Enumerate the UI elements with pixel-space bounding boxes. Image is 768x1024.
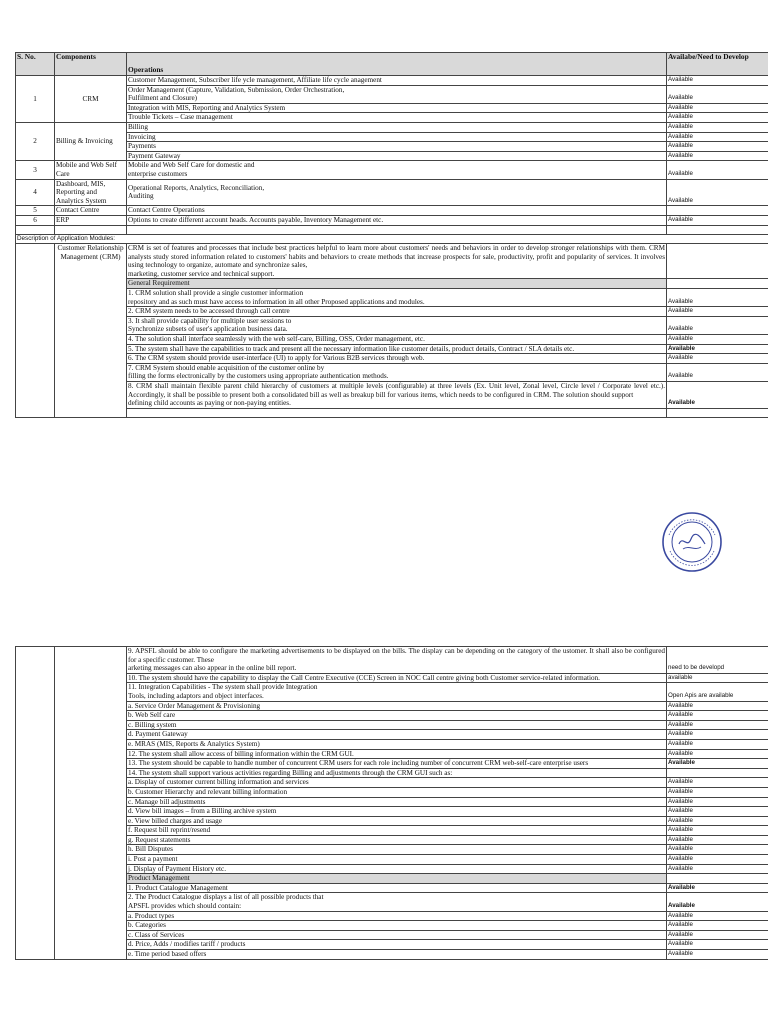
table-row [16,826,768,836]
table-row [16,835,768,845]
row-availability: Available [667,930,768,940]
table-row [16,739,768,749]
table-header-row [16,53,768,76]
table-row [16,720,768,730]
table-row [16,113,768,123]
list-item: e. View billed charges and usage [127,816,667,826]
requirement [127,363,667,381]
row-availability: Available [667,113,768,123]
row-operation [127,161,667,179]
list-item: e. Time period based offers [127,950,667,960]
header-components: Components [55,53,127,76]
row-availability: Available [667,739,768,749]
row-availability: Available [667,921,768,931]
row-availability: Available [667,787,768,797]
table-row [16,363,768,381]
table-row [16,845,768,855]
row-availability: Available [667,151,768,161]
list-item: f. Request bill reprint/resend [127,826,667,836]
row-availability: Available [667,215,768,225]
header-operations: Operations [127,53,667,76]
spacer-row [16,408,768,417]
table-row [16,382,768,409]
list-item: d. View bill images – from a Billing archive system [127,807,667,817]
requirement-line: filling the forms electronically by the customers using appropriate authentication methods. [128,372,389,381]
row-operation-line: Order Management (Capture, Validation, Submission, Order Orchestration, [128,85,345,94]
row-availability: Available [667,142,768,152]
row-sno: 2 [16,122,55,160]
requirement-line: Synchronize subsets of user's application business data. [128,325,288,334]
row-availability: Available [667,797,768,807]
requirement: 5. The system shall have the capabilities to track and present all the necessary information like customer details, product details, Contract / SLA details etc. [127,344,667,354]
module-sno [16,647,55,960]
list-item: e. MRAS (MIS, Reports & Analytics System) [127,739,667,749]
module-component [55,647,127,960]
list-item: c. Billing system [127,720,667,730]
section-heading: General Requirement [127,279,667,289]
requirement: 4. The solution shall interface seamlessly with the web self-care, Billing, OSS, Order management, etc. [127,335,667,345]
table-row [16,768,768,778]
row-availability [667,244,768,279]
list-item: h. Bill Disputes [127,845,667,855]
table-row [16,921,768,931]
module-sno [16,244,55,418]
row-sno: 3 [16,161,55,179]
row-availability: Available [667,855,768,865]
table-row [16,85,768,103]
row-component: CRM [55,76,127,123]
row-operation-line: Fulfilment and Closure) [128,94,198,103]
list-item: g. Request statements [127,835,667,845]
table-row [16,911,768,921]
row-availability: Available [667,940,768,950]
table-row [16,76,768,86]
table-row [16,787,768,797]
table-row [16,354,768,364]
module-intro [127,244,667,279]
row-availability: Available [667,807,768,817]
table-row [16,215,768,225]
table-row [16,206,768,216]
list-item: d. Price, Adds / modifies tariff / products [127,940,667,950]
requirement: 14. The system shall support various activities regarding Billing and adjustments through the CRM GUI such as: [127,768,667,778]
header-availability: Availabe/Need to Develop [667,53,768,76]
table-row [16,244,768,279]
row-operation-line: enterprise customers [128,169,188,178]
table-row [16,883,768,893]
table-row [16,161,768,179]
row-availability: Available [667,893,768,911]
requirement-line: Tools, including adaptors and object interfaces. [128,691,264,700]
row-operation: Integration with MIS, Reporting and Analytics System [127,103,667,113]
row-availability: Available [667,344,768,354]
table-row [16,307,768,317]
row-operation-line: Mobile and Web Self Care for domestic and [128,161,255,170]
table-row [16,122,768,132]
table-row [16,893,768,911]
row-availability: Available [667,883,768,893]
row-availability: Available [667,76,768,86]
requirement-line: 3. It shall provide capability for multiple user sessions to [128,316,292,325]
row-availability: Available [667,749,768,759]
row-operation: Invoicing [127,132,667,142]
requirement [127,893,667,911]
row-availability: Available [667,122,768,132]
table-row [16,344,768,354]
table-row [16,864,768,874]
list-item: j. Display of Payment History etc. [127,864,667,874]
table-row [16,874,768,884]
list-item: d. Payment Gateway [127,730,667,740]
table-row [16,855,768,865]
list-item: i. Post a payment [127,855,667,865]
requirement: 10. The system should have the capability to display the Call Centre Executive (CCE) Screen in NOC Call centre giving both Customer service-related information. [127,673,667,683]
requirements-table [15,646,768,960]
table-row [16,673,768,683]
table-row [16,316,768,334]
row-availability: Available [667,845,768,855]
list-item: b. Customer Hierarchy and relevant billing information [127,787,667,797]
table-row [16,179,768,206]
row-availability: Available [667,730,768,740]
row-sno: 4 [16,179,55,206]
company-seal-icon [661,511,723,573]
requirement-line: repository and as such must have access to information in all other Proposed applications and modules. [128,297,425,306]
table-row [16,778,768,788]
requirement-line: 7. CRM System should enable acquisition of the customer online by [128,363,325,372]
table-row [16,151,768,161]
row-availability: Available [667,826,768,836]
row-availability: Available [667,911,768,921]
row-availability: Available [667,85,768,103]
row-availability: available [667,673,768,683]
table-row [16,132,768,142]
requirement: 6. The CRM system should provide user-interface (UI) to apply for Various B2B services through web. [127,354,667,364]
requirement: 1. Product Catalogue Management [127,883,667,893]
module-intro-text: marketing, customer service and technical support. [128,269,275,278]
row-availability: Available [667,363,768,381]
requirement-line: 8. CRM shall maintain flexible parent child hierarchy of customers at multiple levels (configurable) at three levels (Ex. Unit level, Zonal level, Circle level / Corporate level etc.). Accordingly, it shall be possible to present both a consolidated bill as well as breakup bill for various items, which needs to be configured in CRM. The solution should support [128,382,665,399]
row-availability: Available [667,816,768,826]
requirement-line: 9. APSFL should be able to configure the marketing advertisements to be displayed on the bills. The display can be depending on the category of the ustomer. It shall also be configured for a specific customer. These [128,647,665,664]
row-availability: Available [667,950,768,960]
requirement-line: arketing messages can also appear in the online bill report. [128,664,297,673]
description-heading: Description of Application Modules: [16,234,768,244]
header-sno: S. No. [16,53,55,76]
row-availability: Available [667,759,768,769]
row-availability: Available [667,778,768,788]
requirement [127,683,667,701]
row-availability: Available [667,835,768,845]
row-availability: Available [667,711,768,721]
page-two [15,646,768,960]
row-component: Dashboard, MIS, Reporting and Analytics System [55,179,127,206]
table-row [16,279,768,289]
row-availability: Available [667,307,768,317]
spacer-row [16,225,768,234]
description-heading-row [16,234,768,244]
section-heading: Product Management [127,874,667,884]
row-sno: 1 [16,76,55,123]
table-row [16,749,768,759]
table-row [16,730,768,740]
row-operation [127,179,667,206]
row-availability: Available [667,382,768,409]
requirement: 13. The system should be capable to handle number of concurrent CRM users for each role including number of concurrent CRM web-self-care enterprise users [127,759,667,769]
list-item: a. Display of customer current billing information and services [127,778,667,788]
list-item: a. Service Order Management & Provisioning [127,701,667,711]
row-availability: need to be developd [667,647,768,674]
table-row [16,816,768,826]
table-row [16,683,768,701]
list-item: b. Categories [127,921,667,931]
requirement-line: 1. CRM solution shall provide a single customer information [128,289,304,298]
table-row [16,647,768,674]
table-row [16,930,768,940]
row-operation: Trouble Tickets – Case management [127,113,667,123]
row-component: Billing & Invoicing [55,122,127,160]
row-operation: Payments [127,142,667,152]
row-availability: Available [667,161,768,179]
row-component: Mobile and Web Self Care [55,161,127,179]
components-table [15,52,768,418]
requirement [127,382,667,409]
table-row [16,797,768,807]
requirement: 2. CRM system needs to be accessed through call centre [127,307,667,317]
row-operation: Contact Centre Operations [127,206,667,216]
row-operation: Payment Gateway [127,151,667,161]
requirement-line: 11. Integration Capabilities - The system shall provide Integration [128,683,318,692]
row-operation: Customer Management, Subscriber life ycle management, Affiliate life cycle anagement [127,76,667,86]
row-availability: Open Apis are available [667,683,768,701]
table-row [16,142,768,152]
list-item: c. Manage bill adjustments [127,797,667,807]
row-availability: Available [667,864,768,874]
row-availability: Available [667,316,768,334]
table-row [16,289,768,307]
row-component: ERP [55,215,127,225]
row-availability [667,206,768,216]
row-availability: Available [667,720,768,730]
row-operation [127,85,667,103]
requirement-line: APSFL provides which should contain: [128,902,242,911]
row-availability: Available [667,132,768,142]
requirement [127,647,667,674]
requirement [127,289,667,307]
row-operation-line: Operational Reports, Analytics, Reconciliation, [128,183,265,192]
row-operation-line: Auditing [128,192,154,201]
table-row [16,335,768,345]
row-availability: Available [667,701,768,711]
row-availability: Available [667,179,768,206]
table-row [16,807,768,817]
row-operation: Billing [127,122,667,132]
row-operation: Options to create different account heads. Accounts payable, Inventory Management etc. [127,215,667,225]
table-row [16,103,768,113]
row-availability: Available [667,354,768,364]
row-availability: Available [667,103,768,113]
table-row [16,950,768,960]
row-availability: Available [667,289,768,307]
requirement [127,316,667,334]
list-item: a. Product types [127,911,667,921]
module-intro-text: CRM is set of features and processes that include best practices helpful to learn more about customers' needs and behaviors in order to develop stronger relationships with them. CRM analysts study stored information related to customers' habits and behaviors to create methods that increase prospects for sale, productivity, profit and popularity of services. It involves using technology to organize, automate and synchronize sales, [128,244,665,270]
row-component: Contact Centre [55,206,127,216]
table-row [16,701,768,711]
row-sno: 5 [16,206,55,216]
row-availability: Available [667,335,768,345]
list-item: b. Web Self care [127,711,667,721]
module-component: Customer Relationship Management (CRM) [55,244,127,418]
table-row [16,759,768,769]
page-one [15,52,768,418]
requirement-line: defining child accounts as paying or non-paying entities. [128,399,291,408]
requirement-line: 2. The Product Catalogue displays a list of all possible products that [128,893,324,902]
table-row [16,940,768,950]
list-item: c. Class of Services [127,930,667,940]
requirement: 12. The system shall allow access of billing information within the CRM GUI. [127,749,667,759]
row-sno: 6 [16,215,55,225]
table-row [16,711,768,721]
